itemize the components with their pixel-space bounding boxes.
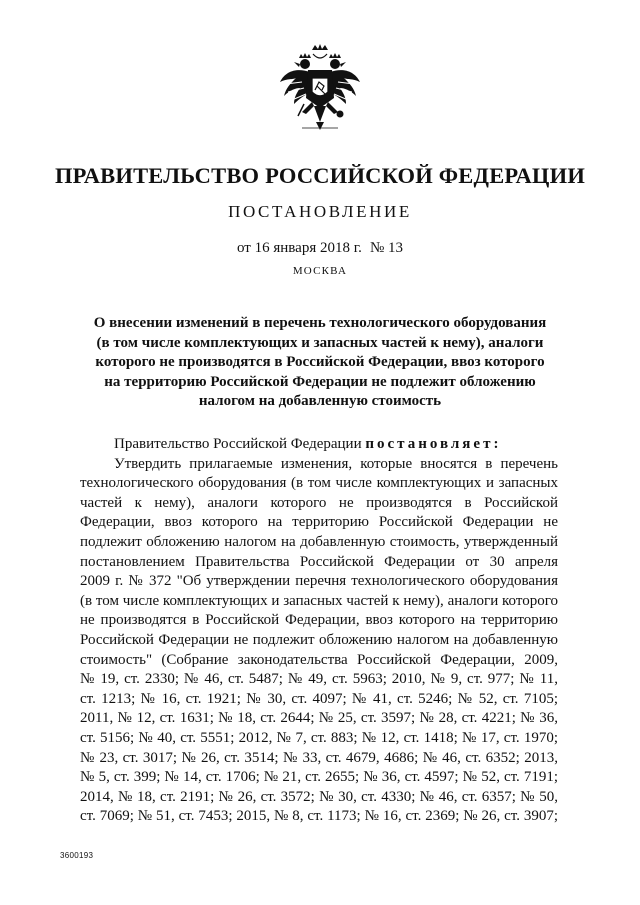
body-line: (в том числе комплектующих и запасных частей к нему), аналоги которого: [80, 592, 558, 609]
body-line: 2014, № 18, ст. 2191; № 26, ст. 3572; № 30, ст. 4330; № 46, ст. 6357; № 50,: [80, 788, 558, 805]
intro-prefix: Правительство Российской Федерации: [114, 436, 362, 452]
body-line: № 19, ст. 2330; № 46, ст. 5487; № 49, ст. 5963; 2010, № 9, ст. 977; № 11,: [80, 671, 558, 688]
subject-line: О внесении изменений в перечень технологического оборудования: [93, 315, 547, 331]
body-line: Утвердить прилагаемые изменения, которые вносятся в перечень: [114, 455, 558, 472]
body-line: № 23, ст. 3017; № 26, ст. 3514; № 33, ст. 4679, 4686; № 46, ст. 6352; 2013,: [80, 749, 558, 766]
subject-line: налогом на добавленную стоимость: [198, 393, 442, 409]
body-line: ст. 1213; № 16, ст. 1921; № 30, ст. 4097; № 41, ст. 5246; № 52, ст. 7105;: [80, 690, 558, 707]
body-line: 2011, № 12, ст. 1631; № 18, ст. 2644; № 25, ст. 3597; № 28, ст. 4221; № 36,: [80, 710, 558, 727]
body-line: постановлением Правительства Российской Федерации от 30 апреля: [80, 553, 558, 570]
document-city: МОСКВА: [292, 265, 348, 277]
document-subject: [70, 314, 570, 412]
subject-line: которого не производятся в Российской Федерации, ввоз которого: [95, 354, 545, 370]
body-line: Федерации, ввоз которого на территорию Российской Федерации не: [80, 514, 558, 531]
body-line: 2009 г. № 372 "Об утверждении перечня технологического оборудования: [80, 573, 558, 590]
body-line: частей к нему), аналоги которого не производятся в Российской: [80, 494, 558, 511]
document-code: 3600193: [60, 851, 94, 860]
subject-line: на территорию Российской Федерации не подлежит обложению: [104, 373, 536, 390]
body-line: подлежит обложению налогом на добавленную стоимость, утвержденный: [80, 533, 558, 550]
body-line: стоимость" (Собрание законодательства Российской Федерации, 2009,: [80, 651, 558, 668]
body-line: ст. 5156; № 40, ст. 5551; 2012, № 7, ст. 883; № 12, ст. 1418; № 17, ст. 1970;: [80, 729, 558, 746]
body-line: не производятся в Российской Федерации, ввоз которого на территорию: [80, 612, 558, 629]
document-body: [80, 435, 558, 827]
subject-line: (в том числе комплектующих и запасных частей к нему), аналоги: [96, 334, 544, 351]
document-date-line: [0, 240, 640, 257]
intro-line: [80, 435, 558, 455]
government-title: ПРАВИТЕЛЬСТВО РОССИЙСКОЙ ФЕДЕРАЦИИ: [54, 163, 586, 188]
document-type: ПОСТАНОВЛЕНИЕ: [228, 202, 412, 221]
body-line: ст. 7069; № 51, ст. 7453; 2015, № 8, ст. 1173; № 16, ст. 2369; № 26, ст. 3907;: [80, 808, 558, 825]
intro-resolves: постановляет:: [365, 436, 502, 452]
body-line: технологического оборудования (в том числе комплектующих и запасных: [80, 475, 558, 492]
body-line: Российской Федерации не подлежит обложению налогом на добавленную: [80, 631, 558, 648]
russian-coat-of-arms-icon: [272, 42, 368, 140]
document-number: № 13: [369, 240, 403, 256]
body-line: № 5, ст. 399; № 14, ст. 1706; № 21, ст. 2655; № 36, ст. 4597; № 52, ст. 7191;: [80, 769, 558, 786]
document-date: от 16 января 2018 г.: [237, 240, 362, 256]
